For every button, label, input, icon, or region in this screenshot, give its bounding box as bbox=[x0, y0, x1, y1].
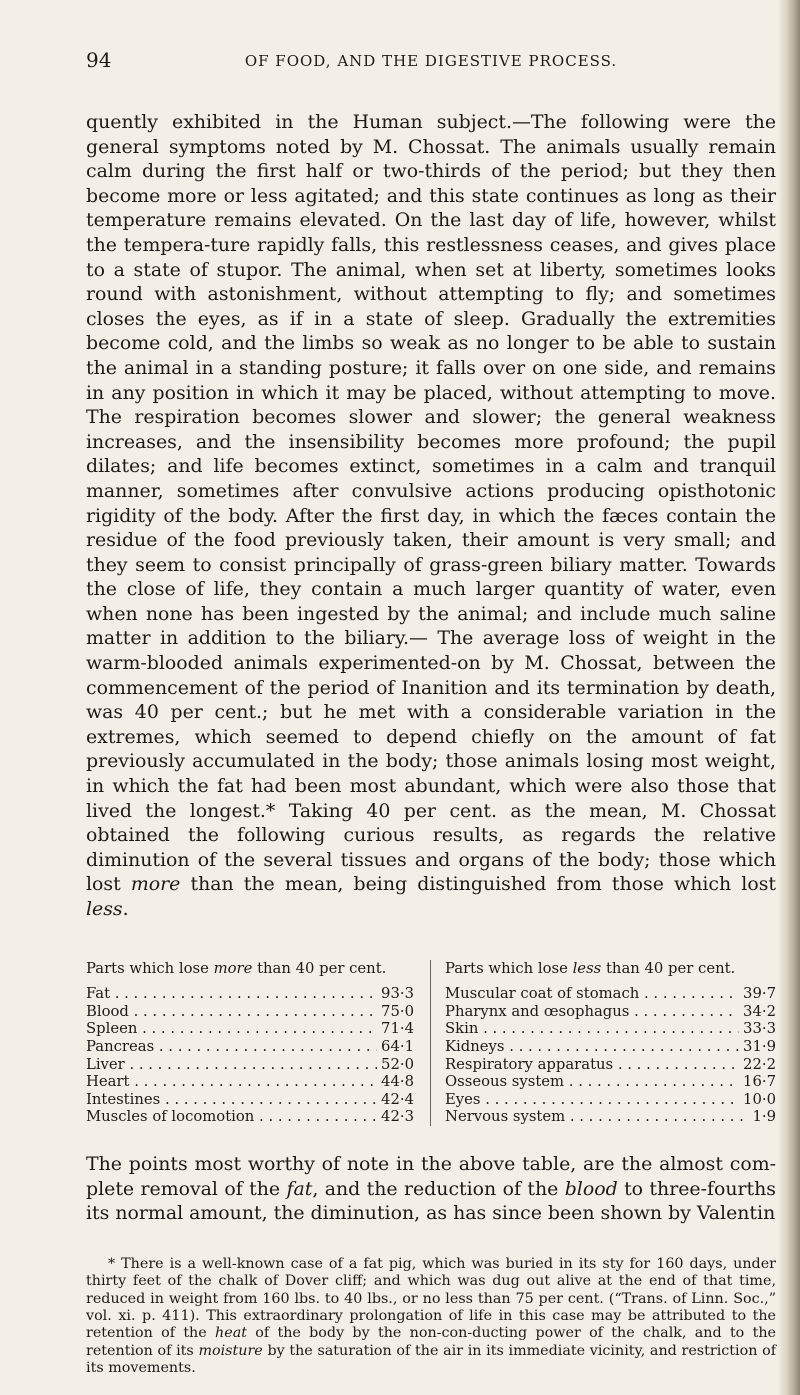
row-value: 34·2 bbox=[743, 1002, 776, 1020]
table-row bbox=[445, 1056, 776, 1074]
table-row bbox=[86, 1020, 414, 1038]
table-row bbox=[86, 1003, 414, 1021]
table-row bbox=[86, 1038, 414, 1056]
row-label: Intestines . . . bbox=[86, 1091, 377, 1109]
row-label: Spleen . . . bbox=[86, 1020, 377, 1038]
summary-paragraph: The points most worthy of note in the above table, are the almost com-plete removal of the fat, and the reduction of the blood to three-fourths its normal amount, the diminution, as has since been shown by Valentin bbox=[86, 1152, 776, 1225]
table-row bbox=[86, 1073, 414, 1091]
emphasis-heat: heat bbox=[215, 1325, 247, 1342]
row-label: Eyes . . . bbox=[445, 1091, 739, 1109]
table-more-heading: Parts which lose more than 40 per cent. bbox=[86, 959, 387, 977]
row-label: Heart . . . bbox=[86, 1073, 377, 1091]
row-label: Muscular coat of stomach . . . bbox=[445, 985, 739, 1003]
table-row bbox=[86, 1108, 414, 1126]
row-value: 42·3 bbox=[381, 1108, 414, 1126]
table-row bbox=[445, 985, 776, 1003]
paragraph-text-2: than the mean, being distinguished from those which lost bbox=[180, 873, 776, 896]
emphasis-more: more bbox=[130, 873, 181, 896]
row-value: 52·0 bbox=[381, 1055, 414, 1073]
page-header bbox=[86, 48, 776, 78]
row-value: 22·2 bbox=[743, 1055, 776, 1073]
row-value: 1·9 bbox=[752, 1108, 776, 1126]
paragraph-text-3: . bbox=[122, 898, 129, 920]
running-title: OF FOOD, AND THE DIGESTIVE PROCESS. bbox=[244, 52, 618, 70]
emphasis-moisture: moisture bbox=[198, 1342, 263, 1359]
main-paragraph bbox=[86, 110, 776, 922]
page-number: 94 bbox=[86, 48, 112, 72]
row-label: Nervous system . . . bbox=[445, 1108, 748, 1126]
footnote: * There is a well-known case of a fat pig, which was buried in its sty for 160 days, under thirty feet of the chalk of Dover cliff; and which was dug out alive at the end of that time, reduced in weight from 160 lbs. to 40 lbs., or no less than 75 per cent. (“Trans. of Linn. Soc.,” vol. xi. p. 411). This extraordinary prolongation of life in this case may be attributed to the retention of the heat of the body by the non-con-ducting power of the chalk, and to the retention of its moisture by the saturation of the air in its immediate vicinity, and restriction of its movements. bbox=[86, 1255, 776, 1377]
table-row bbox=[86, 985, 414, 1003]
row-label: Blood . . . bbox=[86, 1003, 377, 1021]
row-value: 44·8 bbox=[381, 1073, 414, 1091]
row-label: Respiratory apparatus . . . bbox=[445, 1056, 739, 1074]
row-value: 75·0 bbox=[381, 1002, 414, 1020]
table-row bbox=[86, 1056, 414, 1074]
row-value: 33·3 bbox=[743, 1020, 776, 1038]
table-row bbox=[445, 1003, 776, 1021]
table-less-than-40 bbox=[431, 960, 776, 1126]
row-label: Pancreas . . . bbox=[86, 1038, 377, 1056]
row-value: 31·9 bbox=[743, 1037, 776, 1055]
row-value: 16·7 bbox=[743, 1073, 776, 1091]
row-label: Fat . . . bbox=[86, 985, 377, 1003]
row-value: 71·4 bbox=[381, 1020, 414, 1038]
row-label: Skin . . . bbox=[445, 1020, 739, 1038]
row-value: 10·0 bbox=[743, 1090, 776, 1108]
page-edge-shadow bbox=[778, 0, 800, 1395]
table-row bbox=[445, 1073, 776, 1091]
diminution-tables bbox=[86, 960, 776, 1126]
table-more-than-40 bbox=[86, 960, 431, 1126]
row-value: 42·4 bbox=[381, 1090, 414, 1108]
row-label: Pharynx and œsophagus . . . bbox=[445, 1003, 739, 1021]
emphasis-blood: blood bbox=[564, 1177, 618, 1200]
table-row bbox=[86, 1091, 414, 1109]
emphasis-less: less bbox=[86, 898, 123, 920]
row-label: Liver . . . bbox=[86, 1056, 377, 1074]
row-value: 93·3 bbox=[381, 985, 414, 1003]
row-label: Muscles of locomotion . . . bbox=[86, 1108, 377, 1126]
emphasis-fat: fat bbox=[286, 1177, 313, 1200]
table-row bbox=[445, 1020, 776, 1038]
table-row bbox=[445, 1038, 776, 1056]
paragraph-text-1: quently exhibited in the Human subject.—The following were the general symptoms noted by M. Chossat. The animals usually remain calm during the first half or two-thirds of the period; but they then become more or less agitated; and this state continues as long as their temperature remains elevated. On the last day of life, however, whilst the tempera-ture rapidly falls, this restlessness ceases, and gives place to a state of stupor. The animal, when set at liberty, sometimes looks round with astonishment, without attempting to fly; and sometimes closes the eyes, as if in a state of sleep. Gradually the extremities become cold, and the limbs so weak as no longer to be able to sustain the animal in a standing posture; it falls over on one side, and remains in any position in which it may be placed, without attempting to move. The respiration becomes slower and slower; the general weakness increases, and the insensibility becomes more profound; the pupil dilates; and life becomes extinct, sometimes in a calm and tranquil manner, sometimes after convulsive actions producing opisthotonic rigidity of the body. After the first day, in which the fæces contain the residue of the food previously taken, their amount is very small; and they seem to consist principally of grass-green biliary matter. Towards the close of life, they contain a much larger quantity of water, even when none has been ingested by the animal; and include much saline matter in addition to the biliary.— The average loss of weight in the warm-blooded animals experimented-on by M. Chossat, between the commencement of the period of Inanition and its termination by death, was 40 per cent.; but he met with a considerable variation in the extremes, which seemed to depend chiefly on the amount of fat previously accumulated in the body; those animals losing most weight, in which the fat had been most abundant, which were also those that lived the longest.* Taking 40 per cent. as the mean, M. Chossat obtained the following curious results, as regards the relative diminution of the several tissues and organs of the body; those which lost bbox=[86, 111, 776, 896]
book-page bbox=[86, 48, 776, 1378]
row-value: 64·1 bbox=[381, 1037, 414, 1055]
table-row bbox=[445, 1108, 776, 1126]
row-label: Osseous system . . . bbox=[445, 1073, 739, 1091]
row-label: Kidneys . . . bbox=[445, 1038, 739, 1056]
row-value: 39·7 bbox=[743, 985, 776, 1003]
table-less-rows bbox=[445, 985, 776, 1126]
table-row bbox=[445, 1091, 776, 1109]
table-more-rows bbox=[86, 985, 414, 1126]
table-less-heading: Parts which lose less than 40 per cent. bbox=[445, 959, 736, 977]
